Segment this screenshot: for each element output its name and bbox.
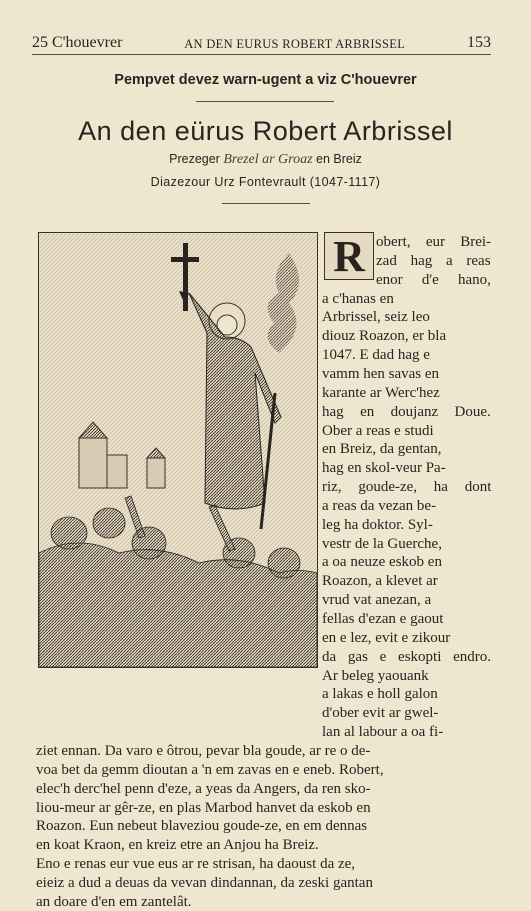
running-head (32, 30, 491, 52)
page-number: 153 (467, 34, 491, 51)
header-center: AN DEN EURUS ROBERT ARBRISSEL (184, 37, 406, 51)
text-line: Roazon, a klevet ar (322, 573, 438, 590)
byline (0, 152, 531, 168)
text-line: vrud vat anezan, a (322, 592, 432, 609)
header-left: 25 C'houevrer (32, 34, 123, 51)
text-line: fellas d'ezan e gaout (322, 611, 444, 627)
text-line: Eno e renas eur vue eus ar re strisan, ha daoust da ze, (36, 856, 356, 873)
text-line: elec'h derc'hel penn d'eze, a yeas da Angers, da ren sko- (36, 780, 371, 797)
chapter-heading: Pempvet devez warn-ugent a viz C'houevrer (114, 72, 417, 88)
text-line: en e lez, evit e zikour (322, 629, 451, 646)
text-line: en koat Kraon, en kreiz etre an Anjou ha Breiz. (36, 837, 319, 854)
engraving-image (39, 233, 317, 667)
text-line: enor d'e hano, (376, 271, 491, 288)
header-rule (32, 54, 491, 55)
divider-rule (222, 203, 310, 204)
text-line: Roazon. Eun nebeut blaveziou goude-ze, en em dennas (36, 818, 368, 835)
text-line: karante ar Werc'hez (322, 384, 440, 401)
text-line: hag en doujanz Doue. (322, 403, 491, 420)
text-line: lan al labour a oa fi- (322, 724, 444, 741)
founder-dates: Diazezour Urz Fontevrault (1047-1117) (150, 175, 381, 189)
text-line: Ober a reas e studi (322, 422, 434, 439)
text-line: liou-meur ar gêr-ze, en plas Marbod hanvet da eskob en (36, 799, 371, 816)
text-line: riz, goude-ze, ha dont (322, 479, 492, 496)
text-line: vestr de la Guerche, (322, 535, 442, 552)
divider-rule (196, 101, 334, 102)
text-line: ziet ennan. Da varo e ôtrou, pevar bla goude, ar re o de- (36, 742, 371, 759)
text-line: zad hag a reas (376, 252, 491, 269)
text-line: obert, eur Brei- (376, 234, 492, 250)
text-line: hag en skol-veur Pa- (322, 460, 446, 477)
text-line: an doare d'en em zantelât. (36, 893, 192, 910)
text-line: d'ober evit ar gwel- (322, 705, 439, 722)
text-line: Arbrissel, seiz leo (322, 309, 430, 326)
text-line: a reas da vezan be- (322, 497, 437, 514)
text-line: eieiz a dud a deuas da vevan dindannan, da zeski gantan (36, 874, 373, 891)
saint-preaching-illustration (38, 232, 318, 668)
text-line: da gas e eskopti endro. (322, 648, 492, 665)
byline-name: Brezel ar Groaz (223, 152, 313, 167)
text-line: voa bet da gemm dioutan a 'n em zavas en e eneb. Robert, (36, 761, 384, 778)
text-line: a oa neuze eskob en (322, 554, 442, 571)
text-line: en Breiz, da gentan, (322, 441, 442, 458)
text-line: vamm hen savas en (322, 365, 440, 382)
text-line: Ar beleg yaouank (322, 667, 429, 684)
byline-suffix: en Breiz (316, 152, 362, 166)
text-line: 1047. E dad hag e (322, 347, 430, 364)
page-title: An den eürus Robert Arbrissel (78, 116, 453, 146)
text-line: a c'hanas en (322, 290, 394, 307)
byline-prefix: Prezeger (169, 152, 220, 166)
text-line: a lakas e holl galon (322, 686, 438, 703)
text-line: leg ha doktor. Syl- (322, 516, 433, 533)
text-line: diouz Roazon, er bla (322, 328, 447, 345)
drop-cap: R (324, 232, 374, 280)
